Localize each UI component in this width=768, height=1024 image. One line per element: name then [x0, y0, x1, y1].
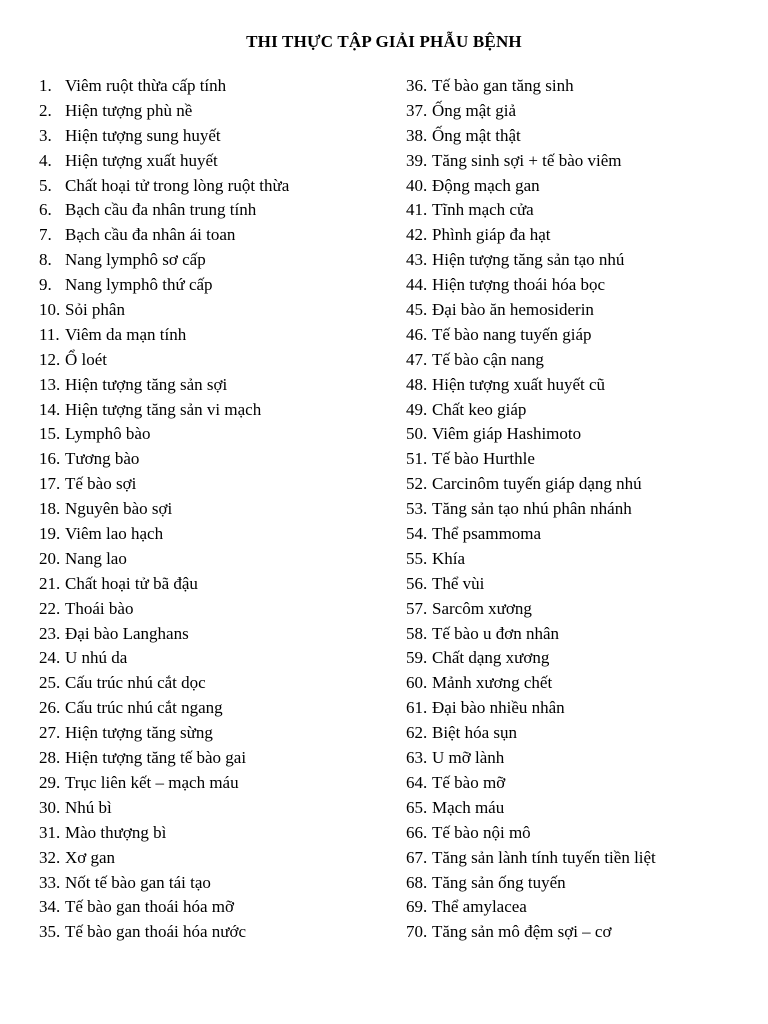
list-item: [406, 746, 746, 771]
item-number: 20.: [39, 548, 61, 568]
item-text: Lymphô bào: [65, 424, 151, 444]
list-item: [39, 572, 379, 597]
item-text: Tương bào: [65, 449, 140, 469]
item-number: 10.: [39, 300, 61, 320]
list-item: [406, 597, 746, 622]
list-item: [406, 198, 746, 223]
item-number: 26.: [39, 698, 61, 718]
item-number: 68.: [406, 872, 428, 892]
item-number: 69.: [406, 897, 428, 917]
item-text: Ống mật giả: [432, 100, 517, 120]
item-number: 2.: [39, 100, 52, 120]
item-number: 3.: [39, 125, 52, 145]
item-text: Nang lymphô sơ cấp: [65, 250, 206, 270]
item-text: Đại bào ăn hemosiderin: [432, 300, 594, 320]
item-number: 65.: [406, 797, 428, 817]
list-item: [406, 572, 746, 597]
item-text: Hiện tượng tăng tế bào gai: [65, 748, 247, 768]
item-text: Phình giáp đa hạt: [432, 225, 551, 245]
list-item: [406, 871, 746, 896]
item-number: 12.: [39, 349, 61, 369]
item-number: 60.: [406, 673, 428, 693]
item-number: 38.: [406, 125, 428, 145]
item-text: Hiện tượng phù nề: [65, 100, 193, 120]
item-text: Hiện tượng tăng sản tạo nhú: [432, 250, 625, 270]
list-item: [39, 796, 379, 821]
item-number: 61.: [406, 698, 428, 718]
list-item: [406, 323, 746, 348]
list-item: [39, 522, 379, 547]
item-text: Chất hoại tử trong lòng ruột thừa: [65, 175, 290, 195]
list-item: [39, 547, 379, 572]
item-number: 48.: [406, 374, 428, 394]
list-item: [406, 771, 746, 796]
list-item: [406, 671, 746, 696]
item-text: Chất dạng xương: [432, 648, 550, 668]
item-text: Hiện tượng sung huyết: [65, 125, 221, 145]
item-number: 8.: [39, 250, 52, 270]
list-item: [39, 846, 379, 871]
list-item: [39, 273, 379, 298]
list-item: [39, 821, 379, 846]
item-number: 29.: [39, 772, 61, 792]
item-text: Carcinôm tuyến giáp dạng nhú: [432, 474, 642, 494]
item-number: 41.: [406, 200, 428, 220]
list-item: [406, 174, 746, 199]
item-number: 52.: [406, 474, 428, 494]
item-text: Sarcôm xương: [432, 598, 532, 618]
item-number: 47.: [406, 349, 428, 369]
item-number: 6.: [39, 200, 52, 220]
list-item: [39, 99, 379, 124]
list-item: [39, 746, 379, 771]
item-number: 40.: [406, 175, 428, 195]
item-text: Ống mật thật: [432, 125, 521, 145]
item-number: 11.: [39, 324, 60, 344]
item-text: Nang lao: [65, 548, 127, 568]
item-text: Cấu trúc nhú cắt ngang: [65, 698, 223, 718]
item-text: Hiện tượng tăng sừng: [65, 723, 213, 743]
right-item-list: [406, 74, 746, 945]
list-item: [406, 472, 746, 497]
item-text: Tăng sản mô đệm sợi – cơ: [432, 922, 612, 942]
item-number: 18.: [39, 499, 61, 519]
list-item: [39, 298, 379, 323]
list-item: [39, 895, 379, 920]
item-text: Đại bào Langhans: [65, 623, 189, 643]
item-text: Tăng sản lành tính tuyến tiền liệt: [432, 847, 656, 867]
item-number: 59.: [406, 648, 428, 668]
list-item: [406, 547, 746, 572]
item-number: 34.: [39, 897, 61, 917]
item-text: Bạch cầu đa nhân ái toan: [65, 225, 236, 245]
item-text: Tế bào gan thoái hóa mỡ: [65, 897, 235, 917]
list-item: [406, 622, 746, 647]
item-text: Nguyên bào sợi: [65, 499, 173, 519]
item-number: 1.: [39, 76, 52, 95]
item-text: Tế bào cận nang: [432, 349, 544, 369]
list-item: [39, 920, 379, 945]
list-item: [39, 671, 379, 696]
item-number: 24.: [39, 648, 61, 668]
item-number: 15.: [39, 424, 61, 444]
item-number: 4.: [39, 150, 52, 170]
list-item: [406, 124, 746, 149]
item-number: 23.: [39, 623, 61, 643]
item-text: Hiện tượng thoái hóa bọc: [432, 275, 606, 295]
item-text: Tế bào gan tăng sinh: [432, 76, 574, 95]
item-text: Tĩnh mạch cửa: [432, 200, 534, 220]
list-item: [406, 223, 746, 248]
item-text: Viêm da mạn tính: [65, 324, 187, 344]
list-item: [39, 323, 379, 348]
list-item: [39, 871, 379, 896]
list-item: [39, 149, 379, 174]
list-item: [406, 821, 746, 846]
item-text: Xơ gan: [65, 847, 116, 867]
list-item: [39, 198, 379, 223]
list-item: [406, 920, 746, 945]
item-number: 50.: [406, 424, 428, 444]
item-number: 25.: [39, 673, 61, 693]
item-text: Cấu trúc nhú cắt dọc: [65, 673, 206, 693]
item-text: Sỏi phân: [65, 300, 125, 320]
item-number: 17.: [39, 474, 61, 494]
item-number: 32.: [39, 847, 61, 867]
list-item: [406, 149, 746, 174]
item-text: Tế bào nang tuyến giáp: [432, 324, 592, 344]
list-item: [406, 522, 746, 547]
list-item: [406, 373, 746, 398]
list-item: [406, 696, 746, 721]
list-item: [39, 721, 379, 746]
item-text: Ổ loét: [65, 349, 108, 369]
item-text: Thoái bào: [65, 598, 134, 618]
item-text: Biệt hóa sụn: [432, 723, 517, 743]
item-number: 7.: [39, 225, 52, 245]
item-number: 55.: [406, 548, 428, 568]
list-item: [39, 124, 379, 149]
item-number: 35.: [39, 922, 61, 942]
item-text: Tế bào nội mô: [432, 822, 531, 842]
item-number: 14.: [39, 399, 61, 419]
item-number: 64.: [406, 772, 428, 792]
item-text: Mào thượng bì: [65, 822, 167, 842]
list-item: [406, 846, 746, 871]
list-item: [39, 248, 379, 273]
list-item: [39, 348, 379, 373]
item-text: U nhú da: [65, 648, 128, 668]
item-number: 57.: [406, 598, 428, 618]
item-number: 66.: [406, 822, 428, 842]
list-item: [39, 771, 379, 796]
item-text: Bạch cầu đa nhân trung tính: [65, 200, 257, 220]
list-item: [39, 74, 379, 99]
item-text: Tế bào mỡ: [432, 772, 506, 792]
item-text: Mạch máu: [432, 797, 505, 817]
item-number: 44.: [406, 275, 428, 295]
item-number: 39.: [406, 150, 428, 170]
item-text: Tế bào sợi: [65, 474, 137, 494]
list-item: [406, 398, 746, 423]
list-item: [39, 174, 379, 199]
item-number: 70.: [406, 922, 428, 942]
item-number: 49.: [406, 399, 428, 419]
list-item: [39, 472, 379, 497]
item-text: Viêm lao hạch: [65, 524, 164, 544]
list-item: [406, 895, 746, 920]
list-item: [406, 99, 746, 124]
item-number: 13.: [39, 374, 61, 394]
item-number: 54.: [406, 524, 428, 544]
item-text: Tế bào gan thoái hóa nước: [65, 922, 247, 942]
list-item: [39, 622, 379, 647]
item-number: 58.: [406, 623, 428, 643]
item-text: Nốt tế bào gan tái tạo: [65, 872, 211, 892]
list-item: [406, 273, 746, 298]
item-number: 33.: [39, 872, 61, 892]
list-item: [39, 497, 379, 522]
item-number: 21.: [39, 573, 61, 593]
list-item: [406, 646, 746, 671]
item-text: Thể psammoma: [432, 524, 542, 544]
item-number: 45.: [406, 300, 428, 320]
item-number: 51.: [406, 449, 428, 469]
item-number: 9.: [39, 275, 52, 295]
list-item: [39, 223, 379, 248]
item-number: 19.: [39, 524, 61, 544]
item-text: Tế bào u đơn nhân: [432, 623, 560, 643]
item-number: 37.: [406, 100, 428, 120]
item-text: Trục liên kết – mạch máu: [65, 772, 239, 792]
item-text: Hiện tượng tăng sản vi mạch: [65, 399, 262, 419]
item-number: 36.: [406, 76, 428, 95]
list-item: [406, 497, 746, 522]
list-item: [406, 447, 746, 472]
item-number: 62.: [406, 723, 428, 743]
list-item: [39, 646, 379, 671]
list-item: [39, 696, 379, 721]
page-title: THI THỰC TẬP GIẢI PHẪU BỆNH: [246, 32, 522, 51]
item-text: Động mạch gan: [432, 175, 540, 195]
list-item: [39, 422, 379, 447]
item-text: Viêm giáp Hashimoto: [432, 424, 582, 444]
list-item: [39, 447, 379, 472]
item-number: 16.: [39, 449, 61, 469]
item-text: Thể amylacea: [432, 897, 527, 917]
item-text: U mỡ lành: [432, 748, 505, 768]
item-text: Nhú bì: [65, 797, 112, 817]
item-number: 53.: [406, 499, 428, 519]
item-text: Đại bào nhiều nhân: [432, 698, 565, 718]
item-text: Hiện tượng xuất huyết: [65, 150, 218, 170]
item-text: Mảnh xương chết: [432, 673, 553, 693]
item-number: 27.: [39, 723, 61, 743]
item-text: Tăng sản tạo nhú phân nhánh: [432, 499, 632, 519]
item-number: 67.: [406, 847, 428, 867]
list-item: [39, 597, 379, 622]
list-item: [39, 398, 379, 423]
item-number: 5.: [39, 175, 52, 195]
item-text: Hiện tượng tăng sản sợi: [65, 374, 228, 394]
item-number: 43.: [406, 250, 428, 270]
list-item: [406, 796, 746, 821]
list-item: [406, 348, 746, 373]
item-number: 30.: [39, 797, 61, 817]
item-text: Tế bào Hurthle: [432, 449, 535, 469]
item-text: Thể vùi: [432, 573, 485, 593]
item-number: 22.: [39, 598, 61, 618]
item-text: Tăng sinh sợi + tế bào viêm: [432, 150, 622, 170]
list-item: [406, 721, 746, 746]
list-item: [406, 74, 746, 99]
item-text: Viêm ruột thừa cấp tính: [65, 76, 227, 95]
list-item: [406, 298, 746, 323]
list-item: [39, 373, 379, 398]
list-item: [406, 422, 746, 447]
item-number: 63.: [406, 748, 428, 768]
item-text: Hiện tượng xuất huyết cũ: [432, 374, 606, 394]
item-number: 56.: [406, 573, 428, 593]
item-number: 42.: [406, 225, 428, 245]
left-item-list: [39, 74, 379, 945]
item-text: Nang lymphô thứ cấp: [65, 275, 213, 295]
item-text: Chất keo giáp: [432, 399, 527, 419]
item-text: Chất hoại tử bã đậu: [65, 573, 198, 593]
item-text: Khía: [432, 548, 466, 568]
item-number: 31.: [39, 822, 61, 842]
list-item: [406, 248, 746, 273]
item-number: 46.: [406, 324, 428, 344]
item-number: 28.: [39, 748, 61, 768]
item-text: Tăng sản ống tuyến: [432, 872, 566, 892]
